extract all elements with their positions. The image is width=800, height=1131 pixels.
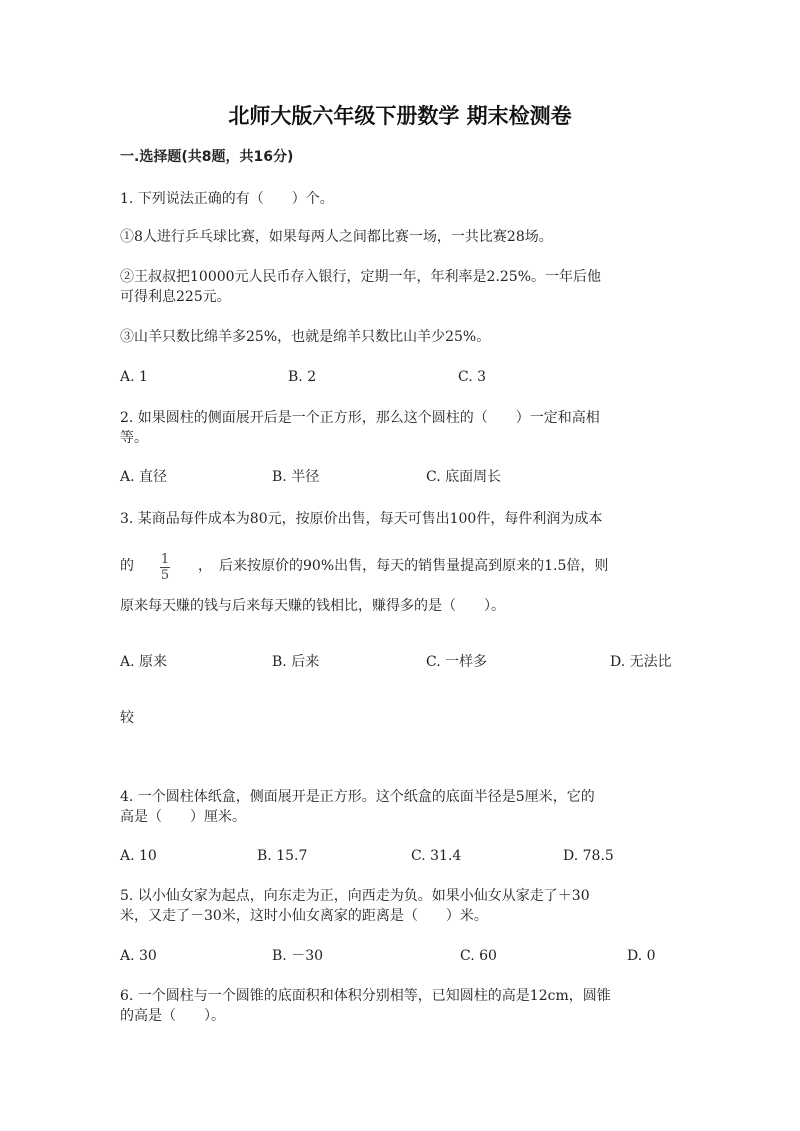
fraction-denominator: 5 [160,568,170,583]
q6-stem: 6. 一个圆柱与一个圆锥的底面积和体积分别相等，已知圆柱的高是12cm，圆锥 [120,988,611,1004]
q5-stem: 5. 以小仙女家为起点，向东走为正，向西走为负。如果小仙女从家走了＋30 [120,888,590,904]
q5-option-b: B. －30 [272,948,324,964]
q5-option-d: D. 0 [627,948,656,964]
q5-option-c: C. 60 [460,948,497,964]
q2-option-c: C. 底面周长 [426,469,502,485]
q3-option-c: C. 一样多 [426,654,488,670]
q1-statement-2: ②王叔叔把10000元人民币存入银行，定期一年，年利率是2.25%。一年后他 [120,269,602,285]
q4-option-b: B. 15.7 [257,848,308,864]
q4-stem: 4. 一个圆柱体纸盒，侧面展开是正方形。这个纸盒的底面半径是5厘米，它的 [120,789,595,805]
q4-option-a: A. 10 [120,848,157,864]
q1-option-a: A. 1 [120,369,148,385]
q5-stem-cont: 米，又走了－30米，这时小仙女离家的距离是（ ）米。 [120,908,488,924]
q2-option-a: A. 直径 [120,469,168,485]
q6-stem-cont: 的高是（ ）。 [120,1008,225,1024]
q3-stem-cont: ， 后来按原价的90%出售，每天的销售量提高到原来的1.5倍，则 [198,558,609,574]
q4-stem-cont: 高是（ ）厘米。 [120,809,246,825]
q3-stem-end: 原来每天赚的钱与后来每天赚的钱相比，赚得多的是（ ）。 [120,598,505,614]
q1-option-b: B. 2 [288,369,317,385]
q1-statement-3: ③山羊只数比绵羊多25%，也就是绵羊只数比山羊少25%。 [120,329,491,345]
q1-statement-2-cont: 可得利息225元。 [120,289,231,305]
page-title: 北师大版六年级下册数学 期末检测卷 [228,104,572,128]
q3-option-a: A. 原来 [120,654,168,670]
q1-statement-1: ①8人进行乒乓球比赛，如果每两人之间都比赛一场，一共比赛28场。 [120,229,553,245]
q5-option-a: A. 30 [120,948,157,964]
q2-option-b: B. 半径 [272,469,320,485]
q3-option-d: D. 无法比 [610,654,672,670]
q1-option-c: C. 3 [458,369,487,385]
q4-option-c: C. 31.4 [411,848,462,864]
fraction-numerator: 1 [160,552,170,567]
q3-option-b: B. 后来 [272,654,320,670]
q4-option-d: D. 78.5 [563,848,614,864]
q3-option-d-wrap: 较 [120,710,134,726]
q2-stem-cont: 等。 [120,430,148,446]
fraction-one-fifth [160,552,170,583]
q3-stem-de: 的 [120,558,134,574]
q3-stem: 3. 某商品每件成本为80元，按原价出售，每天可售出100件，每件利润为成本 [120,511,603,527]
section-heading: 一.选择题(共8题，共16分) [120,149,294,165]
q2-stem: 2. 如果圆柱的侧面展开后是一个正方形，那么这个圆柱的（ ）一定和高相 [120,410,600,426]
q1-stem: 1. 下列说法正确的有（ ）个。 [120,191,334,207]
